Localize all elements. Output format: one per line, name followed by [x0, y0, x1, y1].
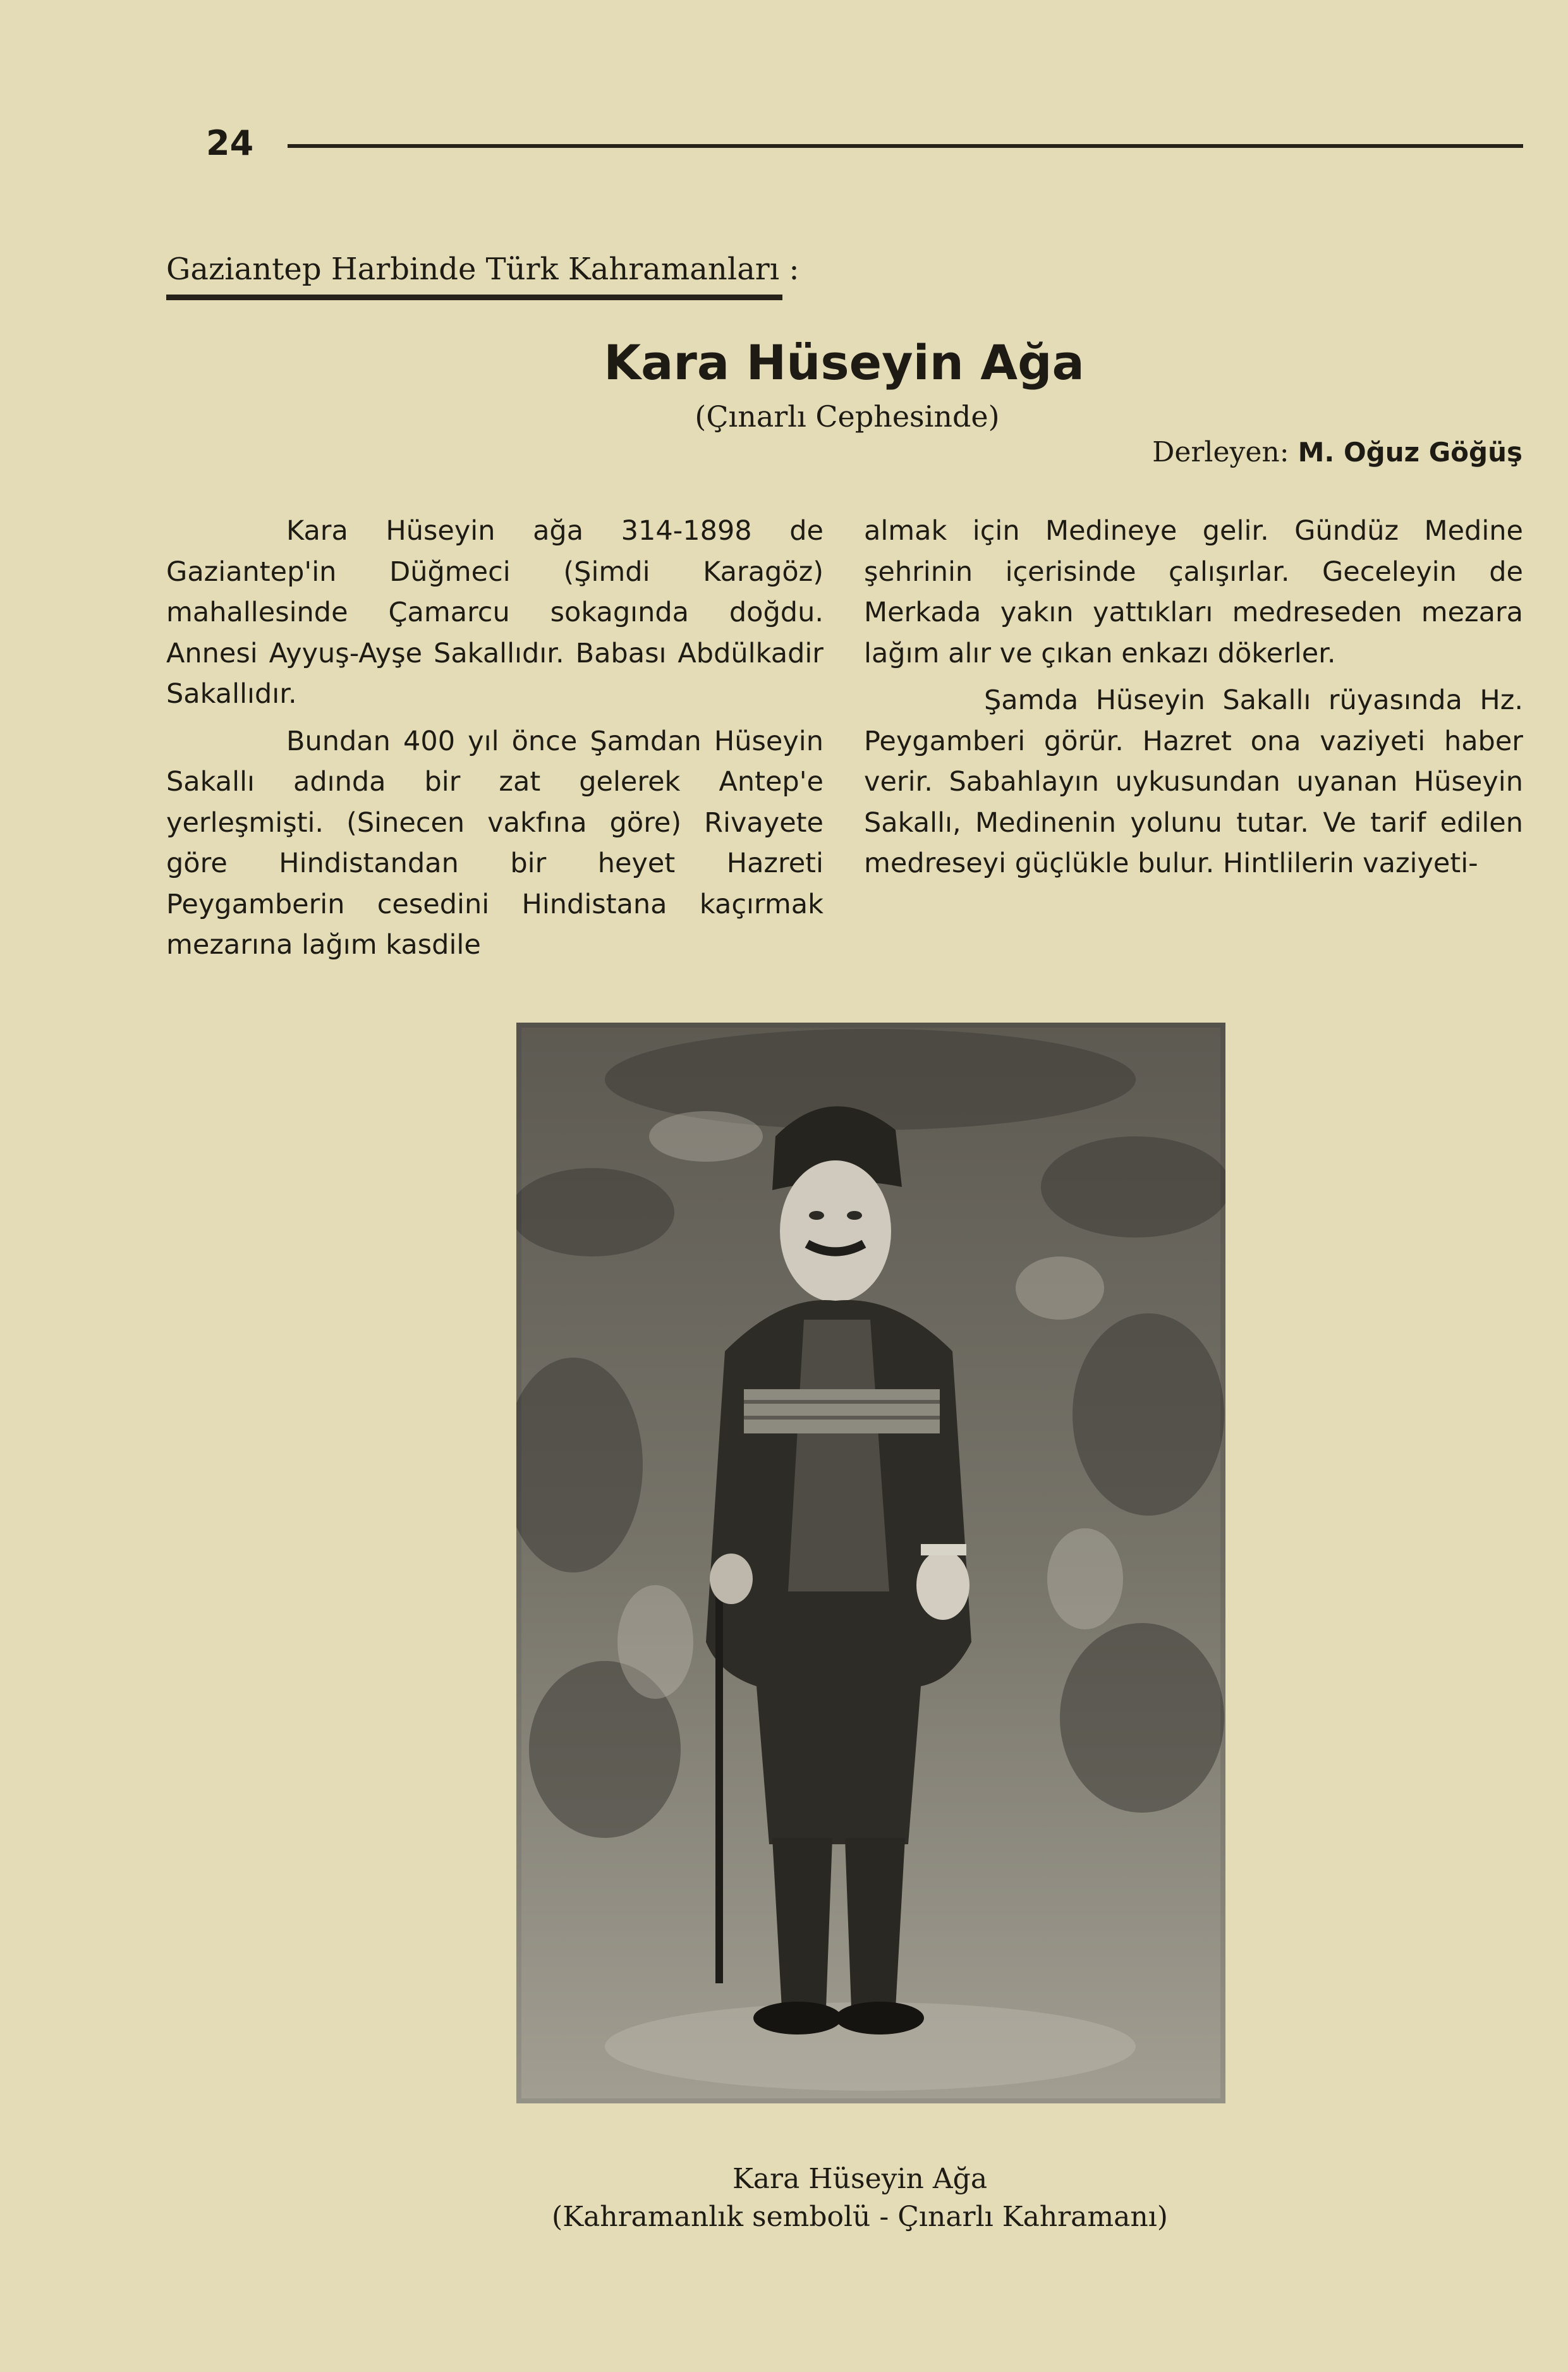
page-number: 24 — [206, 123, 254, 163]
article-title: Kara Hüseyin Ağa — [604, 334, 1085, 391]
photo-caption — [0, 2160, 1568, 2236]
compiler-name: M. Oğuz Göğüş — [1298, 437, 1522, 468]
series-title: Gaziantep Harbinde Türk Kahramanları : — [166, 252, 799, 287]
series-rule — [166, 295, 782, 300]
caption-line-2: (Kahramanlık sembolü - Çınarlı Kahramanı) — [552, 2201, 1168, 2233]
left-column — [166, 511, 824, 966]
article-subtitle: (Çınarlı Cephesinde) — [695, 399, 1000, 434]
caption-line-1: Kara Hüseyin Ağa — [732, 2163, 988, 2195]
top-rule — [288, 144, 1523, 148]
portrait-photo — [516, 1023, 1225, 2103]
left-paragraph-1: Kara Hüseyin ağa 314-1898 de Gaziantep'in Düğmeci (Şimdi Karagöz) mahallesinde Çamarcu sokagında doğdu. Annesi Ayyuş-Ayşe Sakallıdır. Babası Abdülkadir Sakallıdır. — [166, 515, 824, 710]
portrait-illustration — [516, 1023, 1225, 2103]
right-paragraph-1: almak için Medineye gelir. Gündüz Medine şehrinin içerisinde çalışırlar. Geceleyin de Merkada yakın yattıkları medreseden mezara lağım alır ve çıkan enkazı dökerler. — [864, 515, 1523, 669]
compiler-label: Derleyen: — [1152, 436, 1289, 468]
left-paragraph-2: Bundan 400 yıl önce Şamdan Hüseyin Sakallı adında bir zat gelerek Antep'e yerleşmişti. (Sinecen vakfına göre) Rivayete göre Hindistandan bir heyet Hazreti Peygamberin cesedini Hindistana kaçırmak mezarına lağım kasdile — [166, 725, 824, 961]
right-paragraph-2: Şamda Hüseyin Sakallı rüyasında Hz. Peygamberi görür. Hazret ona vaziyeti haber verir. Sabahlayın uykusundan uyanan Hüseyin Sakallı, Medinenin yolunu tutar. Ve tarif edilen medreseyi güçlükle bulur. Hintlilerin vaziyeti- — [864, 684, 1523, 879]
right-column — [864, 511, 1523, 884]
compiler-credit — [1152, 436, 1522, 470]
